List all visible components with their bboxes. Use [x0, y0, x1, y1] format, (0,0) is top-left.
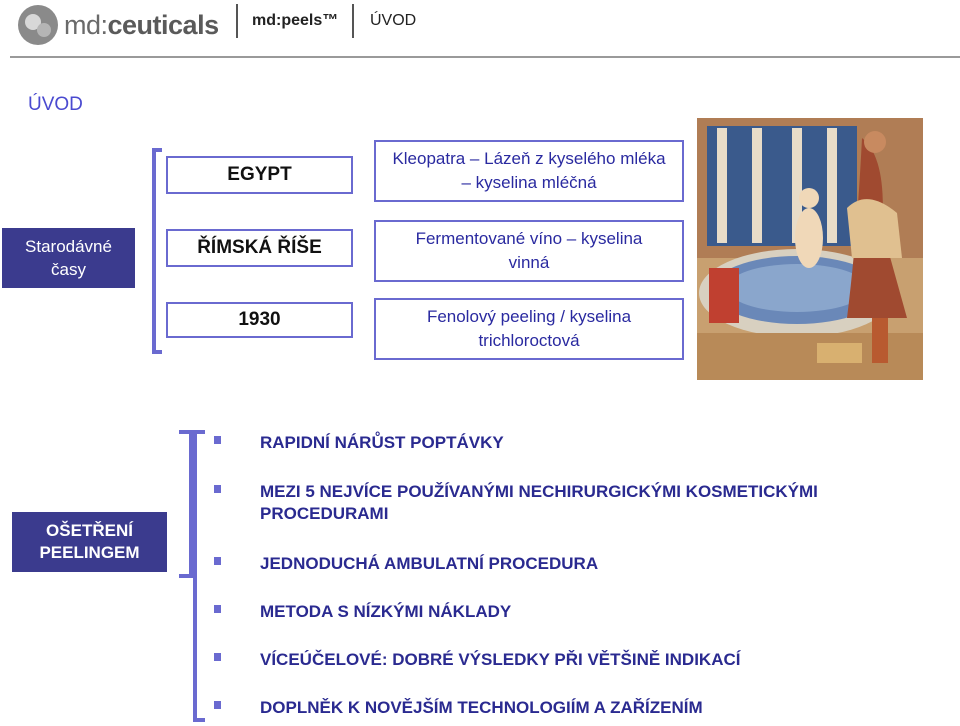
page-title: ÚVOD	[28, 94, 83, 115]
history-bracket	[152, 148, 162, 354]
era-label-box	[2, 228, 135, 288]
list-item: MEZI 5 NEJVÍCE POUŽÍVANÝMI NECHIRURGICKÝMI KOSMETICKÝMI PROCEDURAMI	[214, 481, 940, 525]
bullet-square-icon	[214, 436, 221, 444]
header-separator	[236, 4, 238, 38]
bath-painting-image	[697, 118, 923, 380]
header-product: md:peels™	[252, 12, 339, 29]
bath-painting-illustration	[697, 118, 923, 380]
history-label-rome: ŘÍMSKÁ ŘÍŠE	[166, 229, 353, 267]
header-separator	[352, 4, 354, 38]
treatment-label-box	[12, 512, 167, 572]
bullet-square-icon	[214, 605, 221, 613]
list-item: JEDNODUCHÁ AMBULATNÍ PROCEDURA	[214, 553, 940, 575]
treatment-label: OŠETŘENÍ PEELINGEM	[39, 521, 140, 562]
bullet-square-icon	[214, 485, 221, 493]
history-label-egypt: EGYPT	[166, 156, 353, 194]
logo-text: md:ceuticals	[64, 9, 219, 40]
list-item: RAPIDNÍ NÁRŮST POPTÁVKY	[214, 432, 940, 454]
bullet-square-icon	[214, 557, 221, 565]
header-divider	[10, 56, 960, 58]
history-label-1930: 1930	[166, 302, 353, 338]
brand-logo	[18, 2, 219, 48]
logo-mark-icon	[18, 5, 58, 45]
era-label: Starodávné časy	[25, 237, 112, 279]
history-desc-1930: Fenolový peeling / kyselina trichloroctová	[374, 298, 684, 360]
list-item: METODA S NÍZKÝMI NÁKLADY	[214, 601, 940, 623]
treatment-bracket-line	[193, 430, 197, 722]
header-section: ÚVOD	[370, 12, 417, 29]
list-item: DOPLNĚK K NOVĚJŠÍM TECHNOLOGIÍM A ZAŘÍZENÍM	[214, 697, 940, 719]
history-desc-rome: Fermentované víno – kyselina vinná	[374, 220, 684, 282]
treatment-bracket-left	[183, 430, 193, 578]
bullet-square-icon	[214, 653, 221, 661]
list-item: VÍCEÚČELOVÉ: DOBRÉ VÝSLEDKY PŘI VĚTŠINĚ INDIKACÍ	[214, 649, 940, 671]
treatment-bracket-top	[193, 430, 205, 434]
bullet-square-icon	[214, 701, 221, 709]
treatment-bracket-bottom	[193, 718, 205, 722]
history-desc-egypt: Kleopatra – Lázeň z kyselého mléka – kyselina mléčná	[374, 140, 684, 202]
